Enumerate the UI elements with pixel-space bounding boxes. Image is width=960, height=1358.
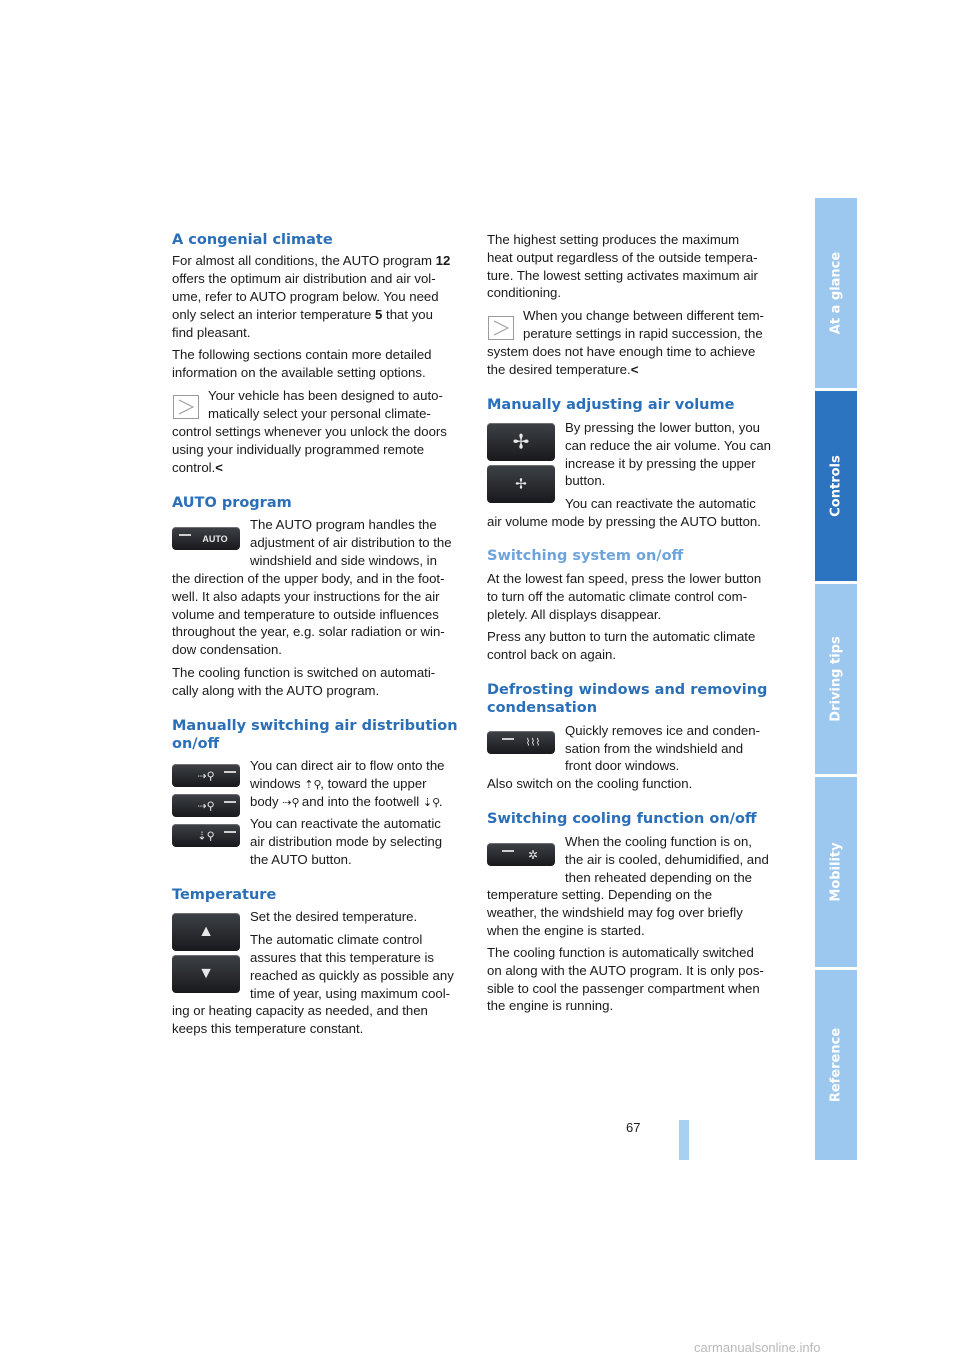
note-line: using your individually programmed remote bbox=[172, 442, 425, 457]
text: control. bbox=[172, 460, 216, 475]
heading-defrost-cont: condensation bbox=[487, 700, 598, 716]
note-line: perature settings in rapid succession, the bbox=[523, 326, 763, 341]
paragraph-line: weather, the windshield may fog over briefly bbox=[487, 905, 743, 920]
paragraph-line: on along with the AUTO program. It is only pos- bbox=[487, 963, 764, 978]
heading-defrost: Defrosting windows and removing bbox=[487, 682, 768, 698]
paragraph-line: air volume mode by pressing the AUTO button. bbox=[487, 514, 761, 529]
end-mark: < bbox=[215, 460, 223, 475]
tab-mobility[interactable] bbox=[815, 777, 857, 967]
note-line: When you change between different tem- bbox=[523, 308, 764, 323]
paragraph-line: keeps this temperature constant. bbox=[172, 1021, 364, 1036]
snowflake-icon: ✲ bbox=[527, 847, 539, 862]
text: windows bbox=[250, 776, 305, 791]
paragraph-line: increase it by pressing the upper bbox=[565, 456, 756, 471]
heading-air-distribution: Manually switching air distribution bbox=[172, 718, 458, 734]
paragraph-line: pletely. All displays disappear. bbox=[487, 607, 662, 622]
tab-label: Mobility bbox=[828, 842, 844, 902]
defrost-icon: ⌇⌇⌇ bbox=[525, 737, 541, 748]
paragraph-line: ture. The lowest setting activates maximum air bbox=[487, 268, 758, 283]
paragraph-line: control back on again. bbox=[487, 647, 617, 662]
paragraph-line bbox=[250, 793, 443, 813]
paragraph-line bbox=[250, 775, 427, 795]
paragraph-line: then reheated depending on the bbox=[565, 870, 752, 885]
end-mark: < bbox=[630, 362, 639, 377]
heading-temperature: Temperature bbox=[172, 887, 277, 903]
paragraph-line: when the engine is started. bbox=[487, 923, 645, 938]
paragraph-line: information on the available setting options. bbox=[172, 365, 426, 380]
cooling-button[interactable] bbox=[487, 843, 555, 866]
text: . bbox=[438, 794, 443, 809]
paragraph-line: well. It also adapts your instructions for the air bbox=[172, 589, 440, 604]
auto-button[interactable] bbox=[172, 527, 240, 550]
arrow-up-icon: ▲ bbox=[198, 923, 214, 940]
note-line: system does not have enough time to achieve bbox=[487, 344, 756, 359]
tab-label: Controls bbox=[828, 455, 844, 517]
tab-reference[interactable] bbox=[815, 970, 857, 1160]
paragraph-line: can reduce the air volume. You can bbox=[565, 438, 772, 453]
fan-up-button[interactable] bbox=[487, 423, 555, 461]
paragraph-line: Also switch on the cooling function. bbox=[487, 776, 693, 791]
paragraph bbox=[172, 252, 450, 270]
paragraph-line: conditioning. bbox=[487, 285, 562, 300]
fan-small-icon: ✢ bbox=[515, 475, 527, 492]
text: only select an interior temperature bbox=[172, 307, 376, 322]
heading-air-distribution-cont: on/off bbox=[172, 736, 220, 752]
watermark: carmanualsonline.info bbox=[694, 1340, 821, 1355]
tab-driving-tips[interactable] bbox=[815, 584, 857, 774]
paragraph-line: The AUTO program handles the bbox=[250, 517, 437, 532]
page-marker-bar bbox=[679, 1120, 689, 1160]
body-airflow-icon: ⇢⚲ bbox=[282, 797, 300, 809]
paragraph-line: offers the optimum air distribution and air vol- bbox=[172, 271, 436, 286]
paragraph-line: By pressing the lower button, you bbox=[565, 420, 760, 435]
paragraph-line: ume, refer to AUTO program below. You need bbox=[172, 289, 439, 304]
footwell-airflow-icon: ⇣⚲ bbox=[197, 830, 215, 842]
footwell-distribution-button[interactable] bbox=[172, 824, 240, 847]
text: that you bbox=[382, 307, 433, 322]
ref-number: 5 bbox=[375, 307, 383, 322]
heading-congenial-climate: A congenial climate bbox=[172, 232, 333, 248]
tab-at-a-glance[interactable] bbox=[815, 198, 857, 388]
paragraph-line: assures that this temperature is bbox=[250, 950, 434, 965]
note-line: Your vehicle has been designed to auto- bbox=[208, 388, 443, 403]
paragraph-line: Quickly removes ice and conden- bbox=[565, 723, 760, 738]
note-line: matically select your personal climate- bbox=[208, 406, 431, 421]
footwell-airflow-icon: ⇣⚲ bbox=[422, 797, 441, 809]
paragraph-line: temperature setting. Depending on the bbox=[487, 887, 713, 902]
text: , toward the upper bbox=[320, 776, 427, 791]
paragraph-line: to turn off the automatic climate control com- bbox=[487, 589, 747, 604]
paragraph-line: the air is cooled, dehumidified, and bbox=[565, 852, 769, 867]
text: For almost all conditions, the AUTO program bbox=[172, 253, 436, 268]
paragraph-line: air distribution mode by selecting bbox=[250, 834, 443, 849]
paragraph-line: the AUTO button. bbox=[250, 852, 352, 867]
paragraph-line: windshield and side windows, in bbox=[250, 553, 437, 568]
windshield-airflow-icon: ⇢⚲ bbox=[197, 770, 215, 782]
paragraph-line: The cooling function is automatically switched bbox=[487, 945, 754, 960]
windows-airflow-icon: ⇡⚲ bbox=[304, 779, 322, 791]
paragraph-line: At the lowest fan speed, press the lower button bbox=[487, 571, 762, 586]
paragraph-line: The highest setting produces the maximum bbox=[487, 232, 740, 247]
paragraph-line: time of year, using maximum cool- bbox=[250, 986, 451, 1001]
auto-label: AUTO bbox=[202, 533, 228, 544]
paragraph-line: You can reactivate the automatic bbox=[250, 816, 441, 831]
note-line bbox=[172, 459, 223, 477]
paragraph-line: ing or heating capacity as needed, and then bbox=[172, 1003, 428, 1018]
heading-system-onoff: Switching system on/off bbox=[487, 548, 684, 564]
paragraph-line: front door windows. bbox=[565, 758, 680, 773]
tab-label: Driving tips bbox=[828, 636, 844, 722]
paragraph-line: cally along with the AUTO program. bbox=[172, 683, 380, 698]
upper-body-distribution-button[interactable] bbox=[172, 794, 240, 817]
paragraph-line: sation from the windshield and bbox=[565, 741, 744, 756]
paragraph-line: button. bbox=[565, 473, 606, 488]
paragraph-line: heat output regardless of the outside tempera- bbox=[487, 250, 758, 265]
paragraph-line bbox=[172, 306, 433, 324]
text: and into the footwell bbox=[298, 794, 423, 809]
fan-large-icon: ✢ bbox=[512, 431, 530, 454]
heading-auto-program: AUTO program bbox=[172, 495, 292, 511]
tab-controls[interactable] bbox=[815, 391, 857, 581]
paragraph-line: the engine is running. bbox=[487, 998, 614, 1013]
paragraph-line: reached as quickly as possible any bbox=[250, 968, 454, 983]
upper-body-airflow-icon: ⇢⚲ bbox=[197, 800, 215, 812]
paragraph-line: the direction of the upper body, and in the foot- bbox=[172, 571, 445, 586]
paragraph-line: The cooling function is switched on automati- bbox=[172, 665, 436, 680]
paragraph-line: sible to cool the passenger compartment when bbox=[487, 981, 760, 996]
paragraph-line: find pleasant. bbox=[172, 325, 251, 340]
tab-label: At a glance bbox=[828, 251, 844, 335]
heading-air-volume: Manually adjusting air volume bbox=[487, 397, 735, 413]
paragraph-line: You can reactivate the automatic bbox=[565, 496, 756, 511]
paragraph-line: throughout the year, e.g. solar radiation or win- bbox=[172, 624, 445, 639]
defrost-button[interactable] bbox=[487, 731, 555, 754]
paragraph-line: You can direct air to flow onto the bbox=[250, 758, 445, 773]
ref-number: 12 bbox=[435, 253, 451, 268]
heading-cooling-onoff: Switching cooling function on/off bbox=[487, 811, 757, 827]
text: the desired temperature. bbox=[487, 362, 631, 377]
paragraph-line: Set the desired temperature. bbox=[250, 909, 418, 924]
paragraph-line: The following sections contain more detailed bbox=[172, 347, 432, 362]
paragraph-line: When the cooling function is on, bbox=[565, 834, 752, 849]
windows-distribution-button[interactable] bbox=[172, 764, 240, 787]
note-triangle-icon bbox=[173, 395, 199, 419]
page-number: 67 bbox=[626, 1120, 641, 1135]
paragraph-line: dow condensation. bbox=[172, 642, 282, 657]
temperature-down-button[interactable] bbox=[172, 955, 240, 993]
note-line bbox=[487, 361, 638, 379]
paragraph-line: Press any button to turn the automatic climate bbox=[487, 629, 756, 644]
tab-label: Reference bbox=[828, 1027, 844, 1103]
fan-down-button[interactable] bbox=[487, 465, 555, 503]
temperature-up-button[interactable] bbox=[172, 913, 240, 951]
note-line: control settings whenever you unlock the doors bbox=[172, 424, 447, 439]
paragraph-line: volume and temperature to outside influences bbox=[172, 607, 439, 622]
arrow-down-icon: ▼ bbox=[198, 965, 214, 982]
paragraph-line: The automatic climate control bbox=[250, 932, 423, 947]
note-triangle-icon bbox=[488, 316, 514, 340]
text: body bbox=[250, 794, 283, 809]
paragraph-line: adjustment of air distribution to the bbox=[250, 535, 452, 550]
